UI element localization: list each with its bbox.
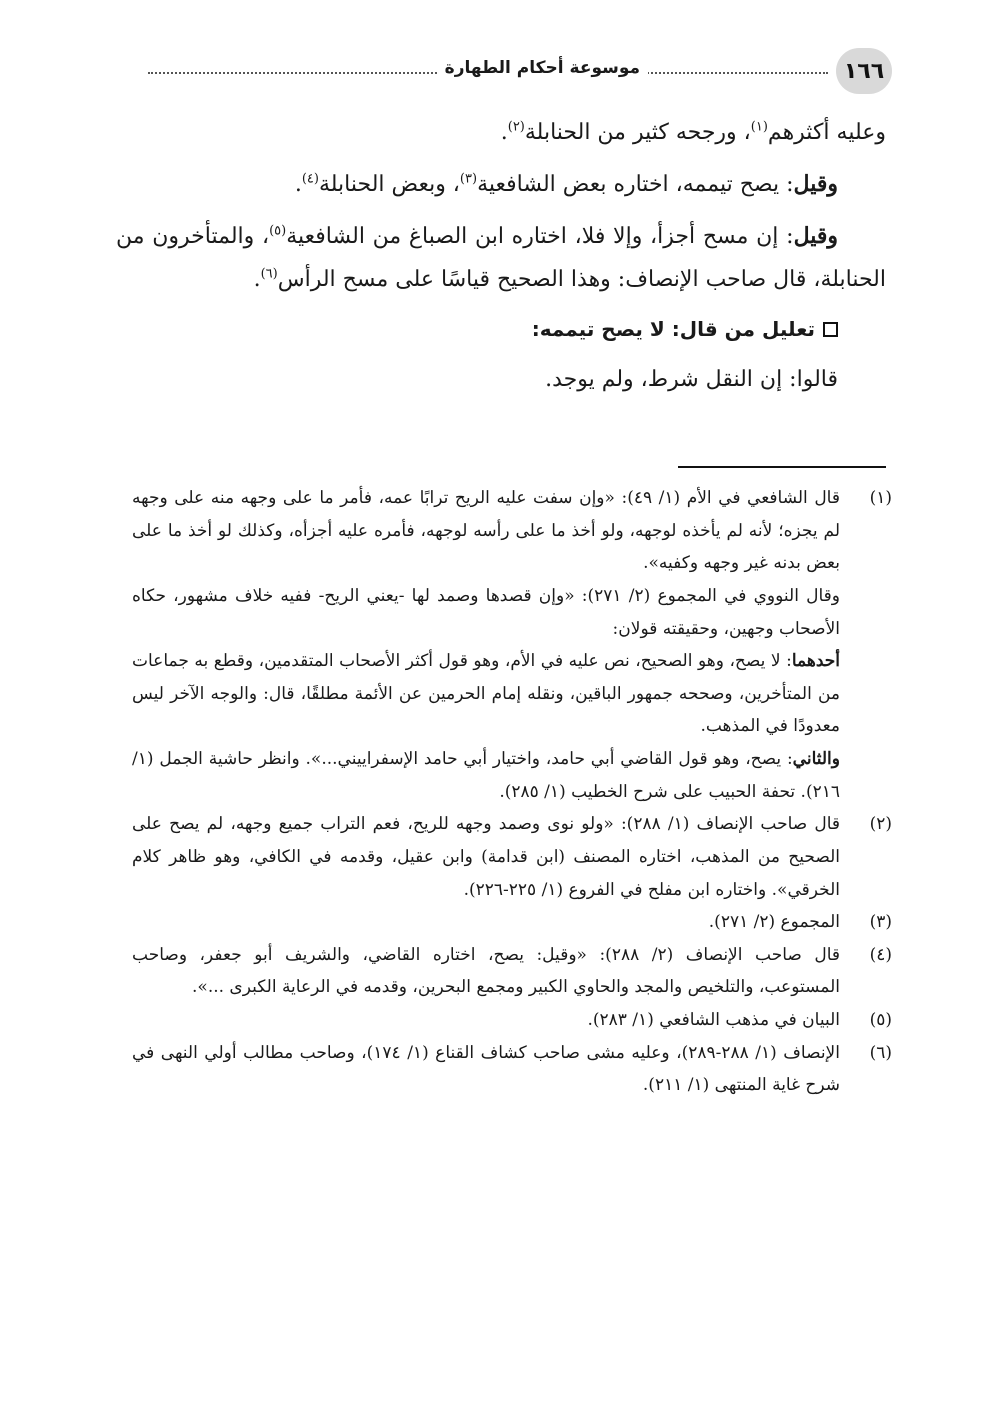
footnote-6 (132, 1037, 892, 1102)
footnote-ref[interactable]: (٥) (269, 223, 287, 239)
footnote-1-para-4: والثاني: يصح، وهو قول القاضي أبي حامد، واختيار أبي حامد الإسفراييني...». وانظر حاشية الجمل (١/ ٢١٦). تحفة الحبيب على شرح الخطيب (١/ ٢٨٥). (132, 749, 840, 802)
main-text (116, 112, 886, 409)
footnote-ref[interactable]: (٤) (301, 171, 319, 187)
opinion-lead: وقيل (793, 222, 839, 249)
footnote-number: (٥) (869, 1010, 892, 1030)
footnote-1 (132, 482, 892, 808)
footnote-ref[interactable]: (٢) (507, 119, 525, 135)
checkbox-square-icon (823, 322, 838, 337)
page-number: ١٦٦ (836, 48, 892, 94)
section-heading (116, 310, 886, 349)
footnote-ref[interactable]: (١) (750, 119, 768, 135)
footnote-4 (132, 939, 892, 1004)
footnote-text: الإنصاف (١/ ٢٨٨-٢٨٩)، وعليه مشى صاحب كشاف القناع (١/ ١٧٤)، وصاحب مطالب أولي النهى في شرح غاية المنتهى (١/ ٢١١). (132, 1042, 840, 1096)
footnote-number: (٦) (869, 1042, 892, 1063)
paragraph-3: وقيل: إن مسح أجزأ، وإلا فلا، اختاره ابن الصباغ من الشافعية$^{(٥)}$، والمتأخرون من الحنابلة، قال صاحب الإنصاف: وهذا الصحيح قياسًا على مسح الرأس$^{(٦)}$. (116, 222, 886, 292)
footnote-text: قال صاحب الإنصاف (٢/ ٢٨٨): «وقيل: يصح، اختاره القاضي، والشريف أبو جعفر، وصاحب المستوعب، والتلخيص والمجد والحاوي الكبير ومجمع البحرين، وقدمه في الرعاية الكبرى ...». (132, 944, 840, 998)
footnote-1-para-2: وقال النووي في المجموع (٢/ ٢٧١): «وإن قصدها وصمد لها -يعني الريح- ففيه خلاف مشهور، حكاه الأصحاب وجهين، وحقيقته قولان: (132, 585, 840, 639)
footnote-1-para-3: أحدهما: لا يصح، وهو الصحيح، نص عليه في الأم، وهو قول أكثر الأصحاب المتقدمين، وقطع به جماعات من المتأخرين، وصححه جمهور الباقين، ونقله إمام الحرمين عن الأئمة مطلقًا، قال: والوجه الآخر ليس معدودًا في المذهب. (132, 651, 840, 737)
footnote-ref[interactable]: (٦) (260, 266, 278, 282)
footnote-number: (٣) (869, 912, 892, 933)
footnote-text: البيان في مذهب الشافعي (١/ ٢٨٣). (587, 1010, 840, 1030)
opinion-lead: وقيل (793, 170, 838, 197)
footnotes (132, 482, 892, 1102)
running-header (140, 48, 892, 96)
footnote-text: المجموع (٢/ ٢٧١). (708, 912, 840, 933)
footnote-1-para-1: قال الشافعي في الأم (١/ ٤٩): «وإن سفت عليه الريح ترابًا عمه، فأمر ما على وجهه منه على وجهه لم يجزه؛ لأنه لم يأخذه لوجهه، ولو أخذ ما على رأسه لوجهه، فأمره عليه أجزأه، وكذلك لو أخذ ما على بعض بدنه غير وجهه وكفيه». (132, 488, 840, 574)
paragraph-1: وعليه أكثرهم$^{(١)}$، ورجحه كثير من الحنابلة$^{(٢)}$. (500, 119, 886, 145)
section-heading-text: تعليل من قال: لا يصح تيممه: (531, 316, 815, 341)
book-title: موسوعة أحكام الطهارة (437, 58, 648, 78)
footnote-separator (678, 466, 886, 468)
footnote-number: (٤) (869, 944, 892, 965)
footnote-2 (132, 808, 892, 906)
footnote-text: قال صاحب الإنصاف (١/ ٢٨٨): «ولو نوى وصمد وجهه للريح، فعم التراب جميع وجهه، لم يصح على الصحيح من المذهب، اختاره المصنف (ابن قدامة) وابن عقيل، وقدمه في الكافي، وهو ظاهر كلام الخرقي». واختاره ابن مفلح في الفروع (١/ ٢٢٥-٢٢٦). (132, 814, 841, 900)
paragraph-2: وقيل: يصح تيممه، اختاره بعض الشافعية$^{(٣)}$، وبعض الحنابلة$^{(٤)}$. (294, 170, 838, 197)
footnote-number: (١) (869, 488, 892, 508)
footnote-3 (132, 906, 892, 939)
footnote-5 (132, 1004, 892, 1037)
paragraph-4: قالوا: إن النقل شرط، ولم يوجد. (545, 366, 838, 392)
footnote-number: (٢) (869, 814, 892, 835)
footnote-ref[interactable]: (٣) (459, 171, 478, 187)
